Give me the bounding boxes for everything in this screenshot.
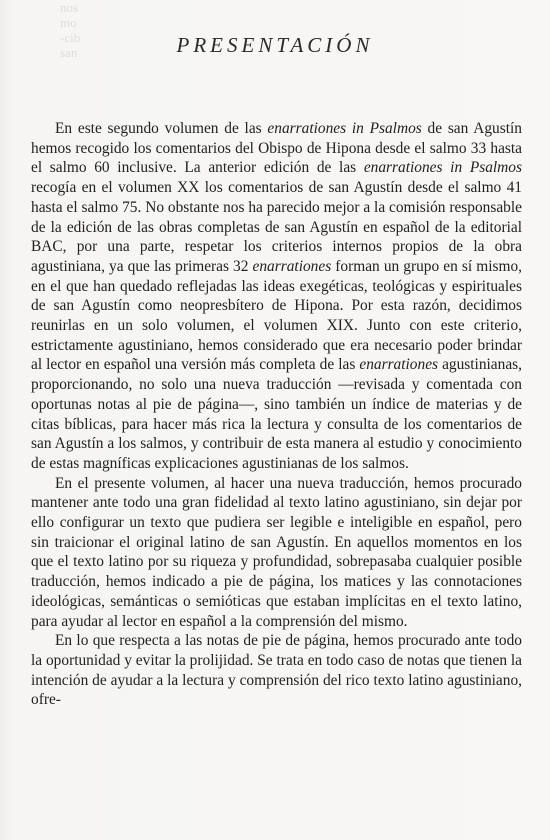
italic-run: enarrationes <box>252 257 332 275</box>
text-run: agustinianas, proporcionando, no solo una nueva traducción —revisada y comentada con oportunas notas al pie de página—, sino también un índice de materias y de citas bíblicas, para hacer más rica la lectura y consulta de los comentarios de san Agustín a los salmos, y contribuir de esta manera al estudio y conocimiento de estas magníficas explicaciones agustinianas de los salmos. <box>31 356 522 472</box>
body-text <box>31 119 522 710</box>
bleed-line: mo <box>60 15 77 30</box>
bleed-line: nos <box>60 0 79 15</box>
italic-run: enarrationes in Psalmos <box>267 120 422 137</box>
italic-run: enarrationes <box>359 356 439 374</box>
bleed-line: -cib <box>60 30 81 45</box>
paragraph <box>31 631 522 710</box>
text-run: forman un grupo en sí mismo, en el que han quedado reflejadas las ideas exegéticas, teológicas y espirituales de san Agustín como neopresbítero de Hipona. Por esta razón, decidimos reunirlas en un solo volumen, el volumen XIX. Junto con este criterio, estrictamente agustiniano, hemos considerado que era necesario poder brindar al lector en español una versión más completa de las <box>31 257 522 374</box>
italic-run: enarrationes in Psalmos <box>363 159 522 177</box>
text-run: En este segundo volumen de las <box>55 120 268 137</box>
text-run: de san Agustín hemos recogido los comentarios del Obispo de Hipona desde el salmo 33 hasta el salmo 60 inclusive. La anterior edición de las <box>31 120 522 177</box>
paragraph <box>31 119 522 474</box>
text-run: En lo que respecta a las notas de pie de página, hemos procurado ante todo la oportunidad y evitar la prolijidad. Se trata en todo caso de notas que tienen la intención de ayudar a la lectura y comprensión del rico texto latino agustiniano, ofre- <box>31 632 522 709</box>
bleed-line: san <box>60 45 78 60</box>
text-run: recogía en el volumen XX los comentarios de san Agustín desde el salmo 41 hasta el salmo 75. No obstante nos ha parecido mejor a la comisión responsable de la edición de las obras completas de san Agustín en español de la editorial BAC, por una parte, respetar los criterios internos propios de la obra agustiniana, ya que las primeras 32 <box>31 179 522 275</box>
paragraph <box>31 474 522 632</box>
text-run: En el presente volumen, al hacer una nueva traducción, hemos procurado mantener ante todo una gran fidelidad al texto latino agustiniano, sin dejar por ello configurar un texto que pudiera ser legible e inteligible en español, pero sin traicionar el original latino de san Agustín. En aquellos momentos en los que el texto latino por su riqueza y profundidad, sobrepasaba cualquier posible traducción, hemos indicado a pie de página, los matices y las connotaciones ideológicas, semánticas o semióticas que estaban implícitas en el texto latino, para ayudar al lector en español a la comprensión del mismo. <box>31 474 522 630</box>
page-title: PRESENTACIÓN <box>176 33 374 57</box>
